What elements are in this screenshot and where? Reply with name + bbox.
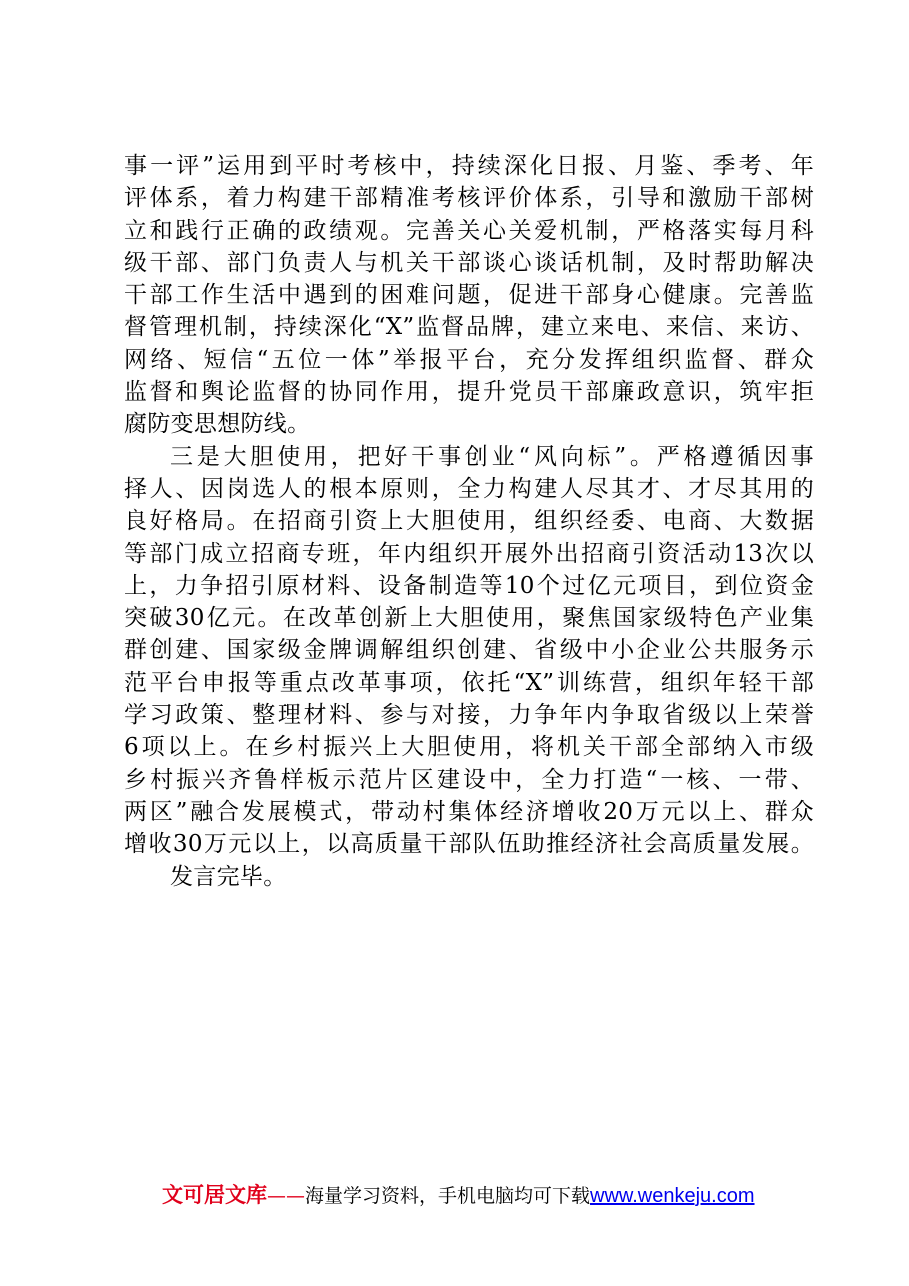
body-line: 范平台申报等重点改革事项，依托“X”训练营，组织年轻干部 bbox=[124, 669, 814, 696]
document-body bbox=[124, 150, 814, 893]
body-line: 网络、短信“五位一体”举报平台，充分发挥组织监督、群众 bbox=[124, 346, 814, 373]
closing-line: 发言完毕。 bbox=[170, 863, 287, 890]
footer-brand: 文可居文库 bbox=[162, 1183, 267, 1207]
body-line: 择人、因岗选人的根本原则，全力构建人尽其才、才尽其用的 bbox=[124, 475, 814, 502]
body-line: 良好格局。在招商引资上大胆使用，组织经委、电商、大数据 bbox=[124, 508, 814, 535]
body-line: 上，力争招引原材料、设备制造等10个过亿元项目，到位资金 bbox=[124, 572, 814, 599]
body-line: 立和践行正确的政绩观。完善关心关爱机制，严格落实每月科 bbox=[124, 217, 814, 244]
body-line: 6项以上。在乡村振兴上大胆使用，将机关干部全部纳入市级 bbox=[124, 734, 814, 761]
body-line: 腐防变思想防线。 bbox=[124, 411, 311, 438]
body-line: 评体系，着力构建干部精准考核评价体系，引导和激励干部树 bbox=[124, 185, 814, 212]
body-line: 乡村振兴齐鲁样板示范片区建设中，全力打造“一核、一带、 bbox=[124, 766, 814, 793]
body-line: 学习政策、整理材料、参与对接，力争年内争取省级以上荣誉 bbox=[124, 702, 814, 729]
body-line: 级干部、部门负责人与机关干部谈心谈话机制，及时帮助解决 bbox=[124, 249, 814, 276]
body-line: 两区”融合发展模式，带动村集体经济增收20万元以上、群众 bbox=[124, 798, 814, 825]
body-line: 等部门成立招商专班，年内组织开展外出招商引资活动13次以 bbox=[124, 540, 814, 567]
body-line: 突破30亿元。在改革创新上大胆使用，聚焦国家级特色产业集 bbox=[124, 605, 814, 632]
body-line: 增收30万元以上，以高质量干部队伍助推经济社会高质量发展。 bbox=[124, 831, 814, 858]
footer-banner bbox=[162, 1180, 862, 1210]
footer-website-link[interactable]: www.wenkeju.com bbox=[590, 1185, 755, 1207]
body-line: 群创建、国家级金牌调解组织创建、省级中小企业公共服务示 bbox=[124, 637, 814, 664]
body-line: 干部工作生活中遇到的困难问题，促进干部身心健康。完善监 bbox=[124, 282, 814, 309]
paragraph-start-line: 三是大胆使用，把好干事创业“风向标”。严格遵循因事 bbox=[170, 443, 814, 470]
footer-tagline: 海量学习资料，手机电脑均可下载 bbox=[305, 1185, 591, 1207]
body-line: 督管理机制，持续深化“X”监督品牌，建立来电、来信、来访、 bbox=[124, 314, 814, 341]
footer-dash: —— bbox=[267, 1185, 305, 1207]
body-line: 事一评”运用到平时考核中，持续深化日报、月鉴、季考、年 bbox=[124, 153, 814, 179]
body-line: 监督和舆论监督的协同作用，提升党员干部廉政意识，筑牢拒 bbox=[124, 379, 814, 406]
